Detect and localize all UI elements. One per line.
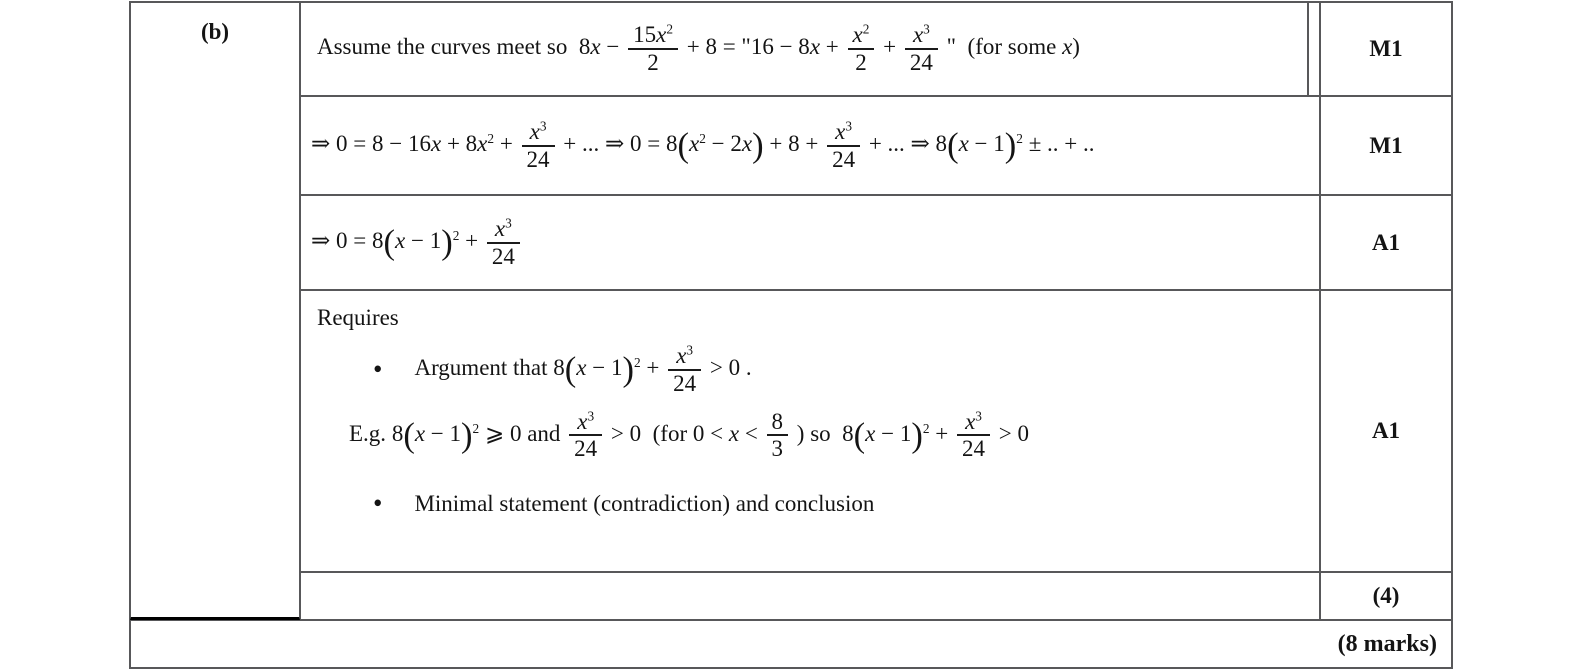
math-text: ) <box>1072 34 1080 60</box>
math-superscript: 2 <box>1016 130 1023 146</box>
math-text: + <box>877 34 902 60</box>
math-text: + ... ⇒ 8 <box>863 130 948 156</box>
working-row-4-requires <box>300 290 1320 572</box>
fraction <box>569 409 602 463</box>
math-text: 24 <box>909 50 933 75</box>
math-text: − 2 <box>705 130 742 156</box>
math-superscript: 3 <box>686 342 694 358</box>
math-line-example <box>349 409 1029 463</box>
bullet-icon: • <box>373 488 383 518</box>
math-variable: x <box>676 343 687 368</box>
math-text: 8 <box>553 355 565 381</box>
mark-cell-row-4 <box>1320 290 1452 572</box>
math-text: + <box>820 34 845 60</box>
math-variable: x <box>912 22 924 48</box>
math-text: 3 <box>771 436 784 462</box>
math-paren: ( <box>947 126 959 165</box>
bullet-icon: • <box>373 354 383 385</box>
math-variable: x <box>477 130 488 156</box>
math-variable: x <box>852 22 863 48</box>
math-paren: ( <box>383 223 395 262</box>
math-paren: ) <box>1004 126 1017 165</box>
math-superscript: 2 <box>862 21 870 37</box>
math-text: ) so 8 <box>791 420 854 446</box>
math-text: ⩾ 0 and <box>479 420 567 446</box>
math-text: − 1 <box>405 227 442 253</box>
fraction <box>905 22 938 76</box>
row1-column-divider-line <box>1307 3 1309 95</box>
math-text: − 1 <box>968 130 1005 156</box>
math-variable: x <box>809 34 821 60</box>
math-text: + <box>459 227 484 253</box>
math-text: + 8 <box>441 130 478 156</box>
math-paren: ( <box>403 416 415 455</box>
math-text: 2 <box>855 50 867 75</box>
requires-heading: Requires <box>317 305 399 330</box>
math-superscript: 3 <box>505 215 512 231</box>
mark-cell-row-2 <box>1320 96 1452 195</box>
fraction <box>848 22 875 76</box>
math-variable: x <box>590 34 601 60</box>
math-text: − 1 <box>586 355 623 381</box>
math-superscript: 3 <box>923 21 930 37</box>
mark-m1-row2: M1 <box>1369 132 1403 158</box>
math-variable: x <box>529 118 540 144</box>
math-paren: ( <box>853 416 866 455</box>
fraction <box>522 119 555 173</box>
math-variable: x <box>577 408 588 434</box>
math-text: > 0 (for 0 < <box>605 420 729 446</box>
math-paren: ( <box>564 350 577 389</box>
math-text: Assume the curves meet so <box>317 34 579 60</box>
math-paren: ) <box>441 223 453 262</box>
subtotal-cell <box>1320 572 1452 620</box>
math-paren: ) <box>622 350 634 389</box>
math-text: + <box>494 130 519 156</box>
math-variable: x <box>865 420 876 446</box>
math-text: 2 <box>647 50 659 75</box>
math-text: Argument that <box>414 355 554 381</box>
math-paren: ) <box>911 416 923 455</box>
math-text: 24 <box>574 436 598 462</box>
math-text: 8 <box>391 420 404 446</box>
math-text: 8 <box>771 408 784 434</box>
working-row-2 <box>300 96 1320 195</box>
math-superscript: 2 <box>666 21 673 37</box>
math-variable: x <box>1062 34 1073 60</box>
math-text: > 0 . <box>704 355 752 381</box>
math-variable: x <box>958 130 969 156</box>
fraction <box>668 343 701 397</box>
math-text: + 8 + <box>763 130 825 156</box>
part-label-cell <box>130 2 300 620</box>
math-text: 24 <box>832 146 856 172</box>
math-text: ⇒ 0 = 8 <box>311 227 384 253</box>
math-text: − 1 <box>875 420 912 446</box>
math-text: + ... ⇒ 0 = 8 <box>557 130 678 156</box>
math-text: + 8 = " <box>680 34 751 60</box>
math-variable: x <box>741 130 753 156</box>
working-row-1 <box>300 2 1320 96</box>
math-superscript: 2 <box>922 420 930 436</box>
math-text: E.g. <box>349 420 392 446</box>
math-line-rearrange <box>311 119 1095 173</box>
math-variable: x <box>728 420 740 446</box>
math-text: 24 <box>673 370 697 396</box>
mark-a1-row4: A1 <box>1371 418 1401 443</box>
math-text: 16 − 8 <box>750 34 810 60</box>
math-superscript: 2 <box>634 354 641 370</box>
math-superscript: 2 <box>487 130 495 146</box>
math-text: > 0 <box>993 420 1030 446</box>
mark-cell-row-3 <box>1320 195 1452 290</box>
math-superscript: 3 <box>539 118 547 134</box>
math-line-argument <box>414 343 751 397</box>
math-superscript: 3 <box>975 408 982 424</box>
working-row-5-empty <box>300 572 1320 620</box>
fraction <box>628 22 678 76</box>
math-variable: x <box>689 130 700 156</box>
fraction <box>957 409 990 463</box>
working-row-3 <box>300 195 1320 290</box>
total-marks-row <box>130 620 1452 668</box>
math-text: < <box>739 420 764 446</box>
total-marks-label: (8 marks) <box>1337 630 1437 657</box>
math-text: " (for some <box>940 34 1063 60</box>
math-variable: x <box>576 355 587 381</box>
bullet-item-minimal-statement <box>373 490 1319 517</box>
math-text: 24 <box>526 146 550 172</box>
math-variable: x <box>414 420 426 446</box>
math-variable: x <box>395 227 406 253</box>
math-paren: ) <box>752 126 764 165</box>
math-text: − 1 <box>425 420 462 446</box>
subtotal-label: (4) <box>1372 583 1400 608</box>
math-superscript: 2 <box>472 420 480 436</box>
math-line-assume-curves-meet <box>317 22 1080 76</box>
part-label: (b) <box>200 19 230 44</box>
math-text: ± .. + .. <box>1022 130 1095 156</box>
math-text: 15 <box>633 22 657 48</box>
fraction <box>767 409 789 463</box>
math-text: + <box>929 420 955 446</box>
math-text: − <box>600 34 626 60</box>
math-variable: x <box>835 118 846 144</box>
bullet-item-argument <box>373 343 1319 397</box>
math-text: ⇒ 0 = 8 − 16 <box>311 130 431 156</box>
math-variable: x <box>656 22 667 48</box>
mark-a1-row3: A1 <box>1371 229 1401 255</box>
math-text: 24 <box>962 436 986 462</box>
math-variable: x <box>430 130 442 156</box>
minimal-statement-text: Minimal statement (contradiction) and conclusion <box>414 490 875 516</box>
math-text: 24 <box>491 243 515 269</box>
example-line <box>349 409 1319 463</box>
math-text: + <box>640 355 666 381</box>
mark-cell-row-1 <box>1320 2 1452 96</box>
math-variable: x <box>965 408 976 434</box>
mark-m1-row1: M1 <box>1369 36 1403 61</box>
math-variable: x <box>494 215 506 241</box>
math-line-completed-square <box>311 216 523 270</box>
math-text: 8 <box>578 34 591 60</box>
fraction <box>827 119 860 173</box>
math-superscript: 2 <box>452 227 460 243</box>
fraction <box>487 216 520 270</box>
math-superscript: 2 <box>699 130 706 146</box>
math-superscript: 3 <box>587 408 595 424</box>
math-paren: ( <box>677 126 690 165</box>
math-paren: ) <box>461 416 473 455</box>
math-superscript: 3 <box>845 118 852 134</box>
